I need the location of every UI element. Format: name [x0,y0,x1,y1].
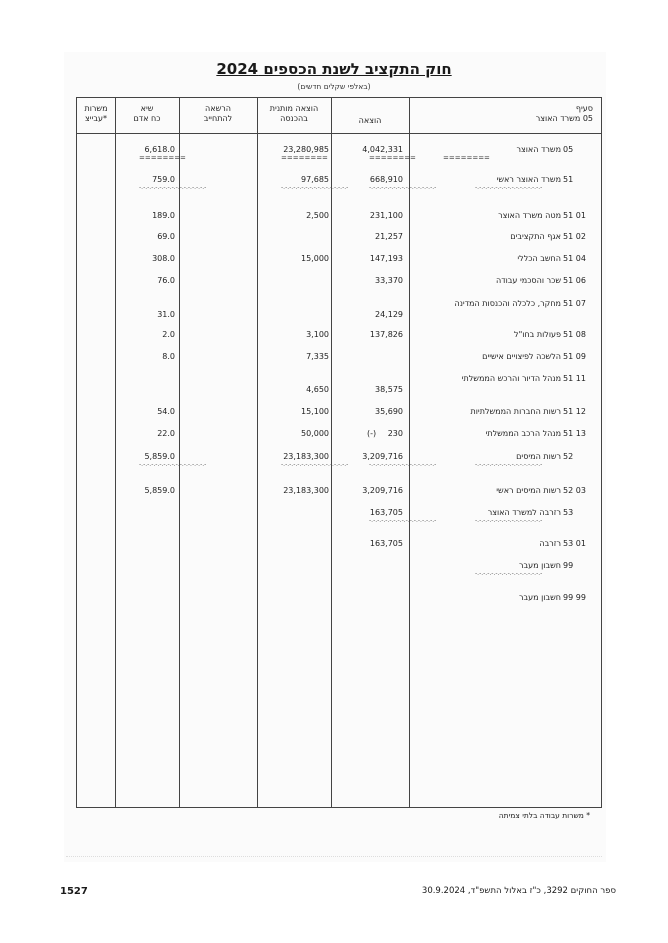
expense-value: 3,209,716 [362,452,403,461]
header-divider [77,133,601,134]
page-title: חוק התקציב לשנת הכספים 2024 [216,60,452,78]
staff-peak-value: 5,859.0 [144,486,175,495]
header-staff-peak [115,104,179,124]
staff-peak-value: 6,618.0 [144,145,175,154]
header-section [413,104,593,124]
section-code: 05 [563,145,574,154]
line-item-name: אגף התקציבים [510,232,561,241]
expense-value: 3,209,716 [362,486,403,495]
section-code: 99 99 [563,593,586,602]
header-commitment-line1: הרשאה [205,104,231,113]
header-expense: הוצאה [358,116,382,125]
conditional-expense-value: 15,000 [301,254,329,263]
header-conditional-line1: הוצאה מותנית [269,104,319,113]
conditional-expense-value: 4,650 [306,385,329,394]
section-code: 51 12 [563,407,586,416]
line-item-name: משרד האוצר ראשי [496,175,561,184]
conditional-expense-value: 50,000 [301,429,329,438]
double-underline: ======== [139,154,186,162]
expense-value: 163,705 [369,539,403,548]
line-item-name: רשות המיסים ראשי [496,486,561,495]
staff-peak-value: 31.0 [157,310,175,319]
conditional-expense-value: 23,280,985 [283,145,329,154]
conditional-expense-value: 23,183,300 [283,452,329,461]
line-item-name: רזרבה [539,539,561,548]
conditional-expense-value: 2,500 [306,211,329,220]
header-positions-line1: משרות [84,104,108,113]
section-code: 51 06 [563,276,586,285]
line-item-name: הלשכה לפיצויים אישיים [482,352,561,361]
expense-value: 137,826 [369,330,403,339]
page-number: 1527 [60,886,88,897]
expense-value: 230 [387,429,403,438]
header-commitment [179,104,257,124]
dashed-underline: -.-.-.-.-.-.-.-.-.-.-.-.-.-.-.-.- [139,461,207,468]
double-underline: ======== [369,154,416,162]
staff-peak-value: 22.0 [157,429,175,438]
line-item-name: מנהל הרכב הממשלתי [485,429,561,438]
section-code: 51 04 [563,254,586,263]
line-item-name: שכר והסכמי עבודה [496,276,561,285]
dashed-underline: -.-.-.-.-.-.-.-.-.-.-.-.-.-.-.-.- [369,461,437,468]
section-code: 51 08 [563,330,586,339]
header-commitment-line2: להתחייב [203,114,233,123]
section-code: 52 03 [563,486,586,495]
scan-edge [66,856,602,863]
staff-peak-value: 76.0 [157,276,175,285]
expense-value: 21,257 [375,232,403,241]
line-item-name: מנהל הדיור והרכש הממשלתי [461,374,561,383]
section-code: 51 11 [563,374,586,383]
expense-value: 24,129 [375,310,403,319]
publication-reference: ספר החוקים 3292, כ"ז באלול התשפ"ד, 30.9.2024 [421,886,616,896]
double-underline: ======== [281,154,328,162]
dashed-underline: -.-.-.-.-.-.-.-.-.-.-.-.-.-.-.-.- [369,517,437,524]
staff-peak-value: 69.0 [157,232,175,241]
column-divider [179,98,180,807]
column-divider [409,98,410,807]
staff-peak-value: 189.0 [152,211,175,220]
double-underline: ======== [443,154,490,162]
dashed-underline: -.-.-.-.-.-.-.-.-.-.-.-.-.-.-.-.- [369,184,437,191]
expense-value: 231,100 [369,211,403,220]
header-staff-peak-line1: שיא [140,104,154,113]
staff-peak-value: 8.0 [162,352,175,361]
dashed-underline: -.-.-.-.-.-.-.-.-.-.-.-.-.-.-.-.- [139,184,207,191]
staff-peak-value: 54.0 [157,407,175,416]
conditional-expense-value: 97,685 [301,175,329,184]
dashed-underline: -.-.-.-.-.-.-.-.-.-.-.-.-.-.-.-.- [475,184,543,191]
section-code: 53 [563,508,574,517]
expense-value: 668,910 [369,175,403,184]
section-code: 51 [563,175,574,184]
staff-peak-value: 308.0 [152,254,175,263]
header-staff-peak-line2: כח אדם [133,114,161,123]
line-item-name: חשבון מעבר [518,593,561,602]
dashed-underline: -.-.-.-.-.-.-.-.-.-.-.-.-.-.-.-.- [475,517,543,524]
conditional-expense-value: 23,183,300 [283,486,329,495]
budget-table [76,97,602,808]
line-item-name: רזרבה למשרד האוצר [487,508,561,517]
header-section-line1: סעיף [575,104,593,113]
section-code: 99 [563,561,574,570]
line-item-name: פעולות בחו"ל [514,330,561,339]
footnote: * משרות עבודה בלתי צמיתה [498,811,590,820]
line-item-name: מטה משרד האוצר [498,211,561,220]
line-item-name: מחקר, כלכלה והכנסות המדינה [454,299,561,308]
staff-peak-value: 759.0 [152,175,175,184]
page-subtitle: (באלפי שקלים חדשים) [297,82,371,91]
dashed-underline: -.-.-.-.-.-.-.-.-.-.-.-.-.-.-.-.- [475,570,543,577]
conditional-expense-value: 7,335 [306,352,329,361]
header-conditional-expense [257,104,331,124]
expense-value: 4,042,331 [362,145,403,154]
dashed-underline: -.-.-.-.-.-.-.-.-.-.-.-.-.-.-.-.- [281,461,349,468]
section-code: 51 09 [563,352,586,361]
expense-value: 147,193 [369,254,403,263]
expense-value: 35,690 [375,407,403,416]
expense-value: 33,370 [375,276,403,285]
dashed-underline: -.-.-.-.-.-.-.-.-.-.-.-.-.-.-.-.- [475,461,543,468]
section-code: 51 07 [563,299,586,308]
header-positions [77,104,115,124]
header-positions-line2: עבייצ* [85,114,107,123]
header-conditional-line2: בהכנסה [280,114,308,123]
section-code: 53 01 [563,539,586,548]
line-item-name: משרד האוצר [516,145,561,154]
conditional-expense-value: 3,100 [306,330,329,339]
section-code: 51 13 [563,429,586,438]
section-code: 51 01 [563,211,586,220]
line-item-name: החשב הכללי [517,254,561,263]
staff-peak-value: 5,859.0 [144,452,175,461]
conditional-expense-value: 15,100 [301,407,329,416]
header-section-line2: 05 משרד האוצר [535,114,593,123]
line-item-name: רשות המיסים [516,452,561,461]
line-item-name: רשות החברות הממשלתיות [470,407,561,416]
expense-value: 38,575 [375,385,403,394]
section-code: 52 [563,452,574,461]
dashed-underline: -.-.-.-.-.-.-.-.-.-.-.-.-.-.-.-.- [281,184,349,191]
line-item-name: חשבון מעבר [518,561,561,570]
negative-marker: (-) [367,429,377,438]
section-code: 51 02 [563,232,586,241]
expense-value: 163,705 [369,508,403,517]
staff-peak-value: 2.0 [162,330,175,339]
